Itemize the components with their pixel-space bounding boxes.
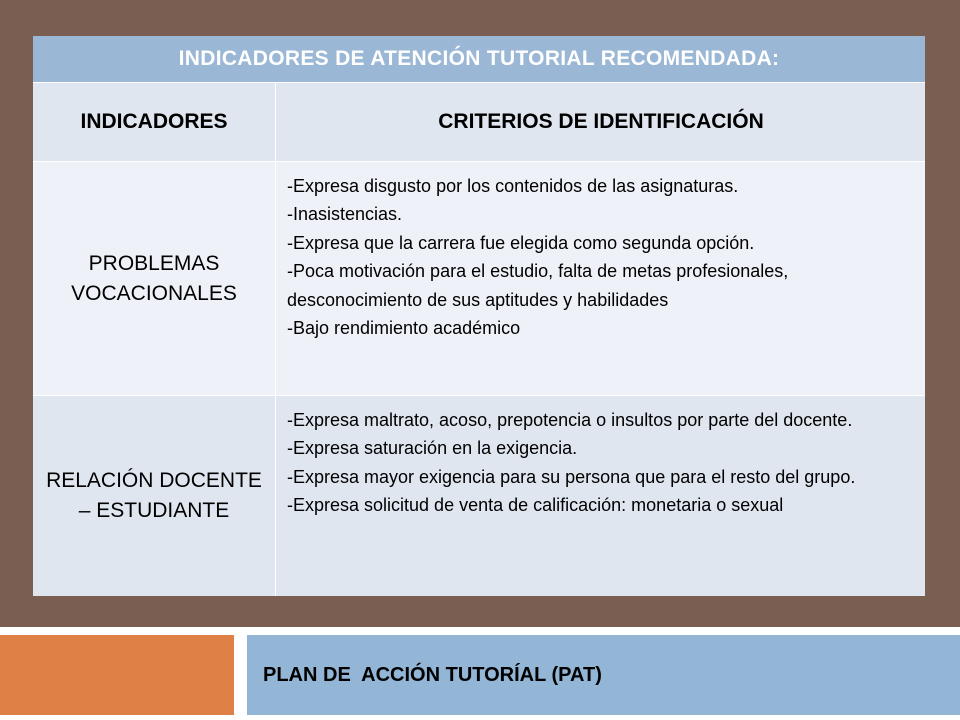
table-title bbox=[33, 36, 925, 82]
criteria-item: -Expresa saturación en la exigencia. bbox=[287, 438, 578, 459]
header-criteria: CRITERIOS DE IDENTIFICACIÓN bbox=[438, 110, 764, 133]
criteria-item: -Expresa mayor exigencia para su persona que para el resto del grupo. bbox=[287, 466, 856, 487]
footer-title: PLAN DE ACCIÓN TUTORÍAL (PAT) bbox=[263, 663, 602, 686]
footer-bar bbox=[247, 635, 960, 715]
indicator-cell: RELACIÓN DOCENTE – ESTUDIANTE bbox=[33, 396, 276, 596]
criteria-item: -Bajo rendimiento académico bbox=[287, 318, 521, 339]
criteria-item: -Poca motivación para el estudio, falta de metas profesionales, desconocimiento de sus aptitudes y habilidades bbox=[287, 261, 789, 310]
criteria-item: -Expresa disgusto por los contenidos de las asignaturas. bbox=[287, 176, 739, 196]
criteria-cell bbox=[277, 162, 925, 395]
table-row bbox=[33, 396, 925, 596]
criteria-item: -Inasistencias. bbox=[287, 204, 403, 225]
indicator-cell: PROBLEMAS VOCACIONALES bbox=[33, 162, 276, 395]
criteria-item: -Expresa que la carrera fue elegida como segunda opción. bbox=[287, 232, 755, 253]
table-title-text: INDICADORES DE ATENCIÓN TUTORIAL RECOMENDADA: bbox=[178, 47, 780, 70]
accent-orange-block bbox=[0, 635, 234, 715]
table-row bbox=[33, 162, 925, 395]
table-header-row bbox=[33, 83, 925, 161]
indicators-table bbox=[33, 36, 925, 596]
criteria-item: -Expresa solicitud de venta de calificación: monetaria o sexual bbox=[287, 495, 784, 516]
criteria-cell bbox=[277, 396, 925, 596]
header-indicators: INDICADORES bbox=[33, 83, 276, 161]
criteria-item: -Expresa maltrato, acoso, prepotencia o insultos por parte del docente. bbox=[287, 410, 853, 430]
